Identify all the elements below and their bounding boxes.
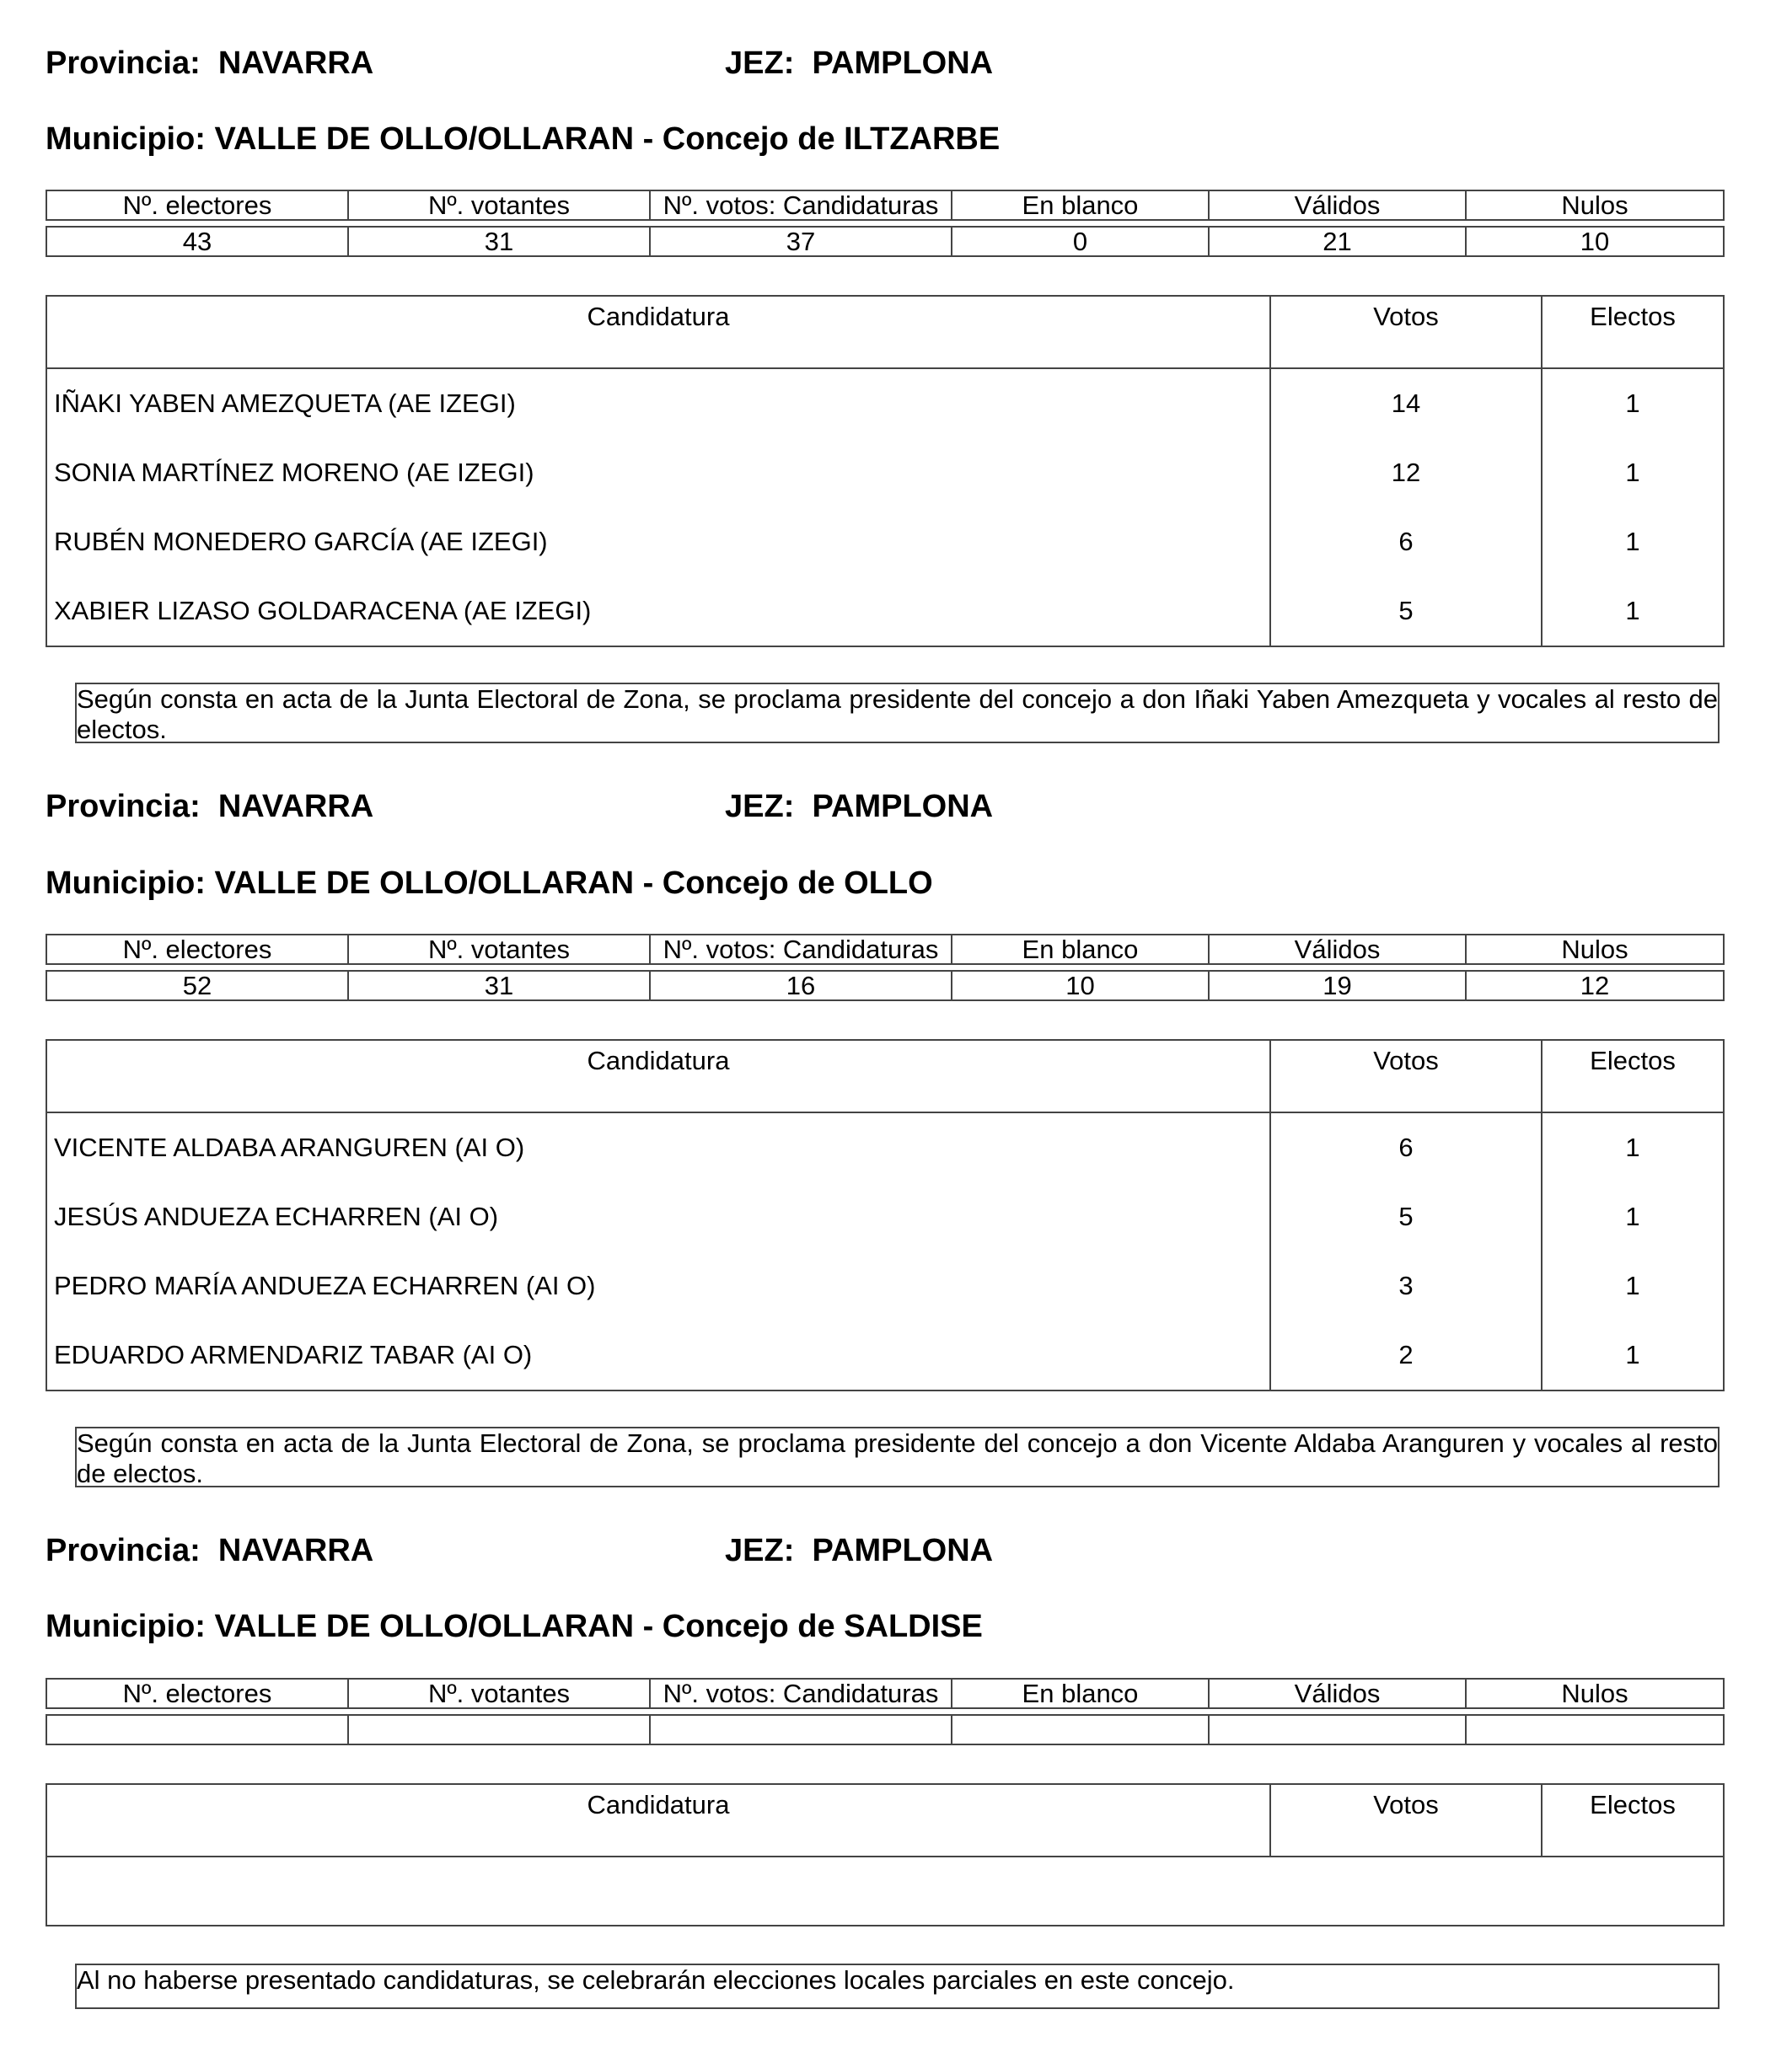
candidate-name: IÑAKI YABEN AMEZQUETA (AE IZEGI)	[46, 368, 1270, 438]
stats-header-cell: Nulos	[1466, 935, 1724, 964]
stats-value-cell: 16	[650, 971, 952, 1000]
stats-table	[46, 934, 1725, 1001]
municipio-heading	[46, 867, 933, 899]
stats-header-cell: Válidos	[1209, 190, 1466, 220]
candidate-electos: 1	[1542, 1251, 1724, 1321]
candidate-electos: 1	[1542, 1321, 1724, 1391]
stats-header-cell: Válidos	[1209, 935, 1466, 964]
row-gap	[46, 964, 1724, 971]
stats-value-cell: 37	[650, 227, 952, 256]
candidate-votos: 12	[1270, 438, 1542, 507]
proclamation-note: Al no haberse presentado candidaturas, se celebrarán elecciones locales parciales en este concejo.	[75, 1964, 1720, 2009]
municipio-heading	[46, 1610, 983, 1642]
stats-header-cell: Nº. electores	[46, 1679, 348, 1708]
jez-value: PAMPLONA	[812, 46, 994, 81]
stats-header-cell: Nº. votos: Candidaturas	[650, 935, 952, 964]
stats-value-cell: 31	[348, 227, 650, 256]
candidate-name: XABIER LIZASO GOLDARACENA (AE IZEGI)	[46, 576, 1270, 646]
stats-header-cell: Válidos	[1209, 1679, 1466, 1708]
stats-value-cell: 52	[46, 971, 348, 1000]
stats-value-cell	[46, 1715, 348, 1744]
stats-header-cell: Nº. votantes	[348, 190, 650, 220]
candidate-votos: 6	[1270, 1112, 1542, 1182]
empty-cell	[46, 1857, 1724, 1926]
proclamation-note: Según consta en acta de la Junta Electoral de Zona, se proclama presidente del concejo a don Iñaki Yaben Amezqueta y vocales al resto de electos.	[77, 684, 1718, 744]
candidatura-header: Candidatura	[46, 1784, 1270, 1857]
candidate-electos: 1	[1542, 438, 1724, 507]
candidate-row	[46, 1321, 1724, 1391]
provincia-label: Provincia:	[46, 46, 201, 81]
municipio-label: Municipio:	[46, 1609, 206, 1644]
electos-header: Electos	[1542, 1040, 1724, 1112]
candidate-row	[46, 438, 1724, 507]
stats-value-cell: 10	[952, 971, 1209, 1000]
stats-value-cell: 21	[1209, 227, 1466, 256]
candidates-table	[46, 1783, 1725, 1926]
candidate-electos: 1	[1542, 1112, 1724, 1182]
jez-heading	[725, 47, 993, 79]
jez-label: JEZ:	[725, 46, 795, 81]
provincia-value: NAVARRA	[217, 1533, 374, 1568]
stats-value-cell	[952, 1715, 1209, 1744]
jez-value: PAMPLONA	[812, 1533, 994, 1568]
stats-value-cell: 10	[1466, 227, 1724, 256]
stats-header-cell: En blanco	[952, 190, 1209, 220]
candidatura-header: Candidatura	[46, 1040, 1270, 1112]
candidate-electos: 1	[1542, 507, 1724, 576]
row-gap	[46, 1708, 1724, 1715]
municipio-value: VALLE DE OLLO/OLLARAN - Concejo de ILTZARBE	[214, 121, 1001, 157]
municipio-value: VALLE DE OLLO/OLLARAN - Concejo de SALDISE	[214, 1609, 983, 1644]
row-gap	[46, 220, 1724, 227]
candidate-row	[46, 576, 1724, 646]
municipio-heading	[46, 123, 1000, 155]
candidate-name: RUBÉN MONEDERO GARCÍA (AE IZEGI)	[46, 507, 1270, 576]
candidates-table	[46, 1039, 1725, 1391]
stats-value-cell: 12	[1466, 971, 1724, 1000]
candidate-name: JESÚS ANDUEZA ECHARREN (AI O)	[46, 1182, 1270, 1251]
provincia-heading	[46, 790, 373, 823]
stats-header-cell: En blanco	[952, 1679, 1209, 1708]
stats-header-row	[46, 935, 1724, 964]
electos-header: Electos	[1542, 1784, 1724, 1857]
candidate-row	[46, 507, 1724, 576]
provincia-label: Provincia:	[46, 1533, 201, 1568]
votos-header: Votos	[1270, 1040, 1542, 1112]
stats-value-row	[46, 227, 1724, 256]
candidate-votos: 2	[1270, 1321, 1542, 1391]
candidate-row	[46, 1182, 1724, 1251]
stats-header-cell: Nulos	[1466, 190, 1724, 220]
candidate-votos: 3	[1270, 1251, 1542, 1321]
candidate-votos: 6	[1270, 507, 1542, 576]
stats-table	[46, 1678, 1725, 1745]
candidate-name: PEDRO MARÍA ANDUEZA ECHARREN (AI O)	[46, 1251, 1270, 1321]
votos-header: Votos	[1270, 1784, 1542, 1857]
stats-value-cell: 43	[46, 227, 348, 256]
candidate-votos: 5	[1270, 1182, 1542, 1251]
stats-value-cell	[650, 1715, 952, 1744]
municipio-label: Municipio:	[46, 865, 206, 901]
stats-value-row	[46, 1715, 1724, 1744]
jez-label: JEZ:	[725, 789, 795, 824]
municipio-value: VALLE DE OLLO/OLLARAN - Concejo de OLLO	[214, 865, 933, 901]
candidate-row	[46, 368, 1724, 438]
candidate-electos: 1	[1542, 576, 1724, 646]
proclamation-note: Según consta en acta de la Junta Electoral de Zona, se proclama presidente del concejo a don Vicente Aldaba Aranguren y vocales al resto de electos.	[77, 1428, 1718, 1488]
candidate-name: EDUARDO ARMENDARIZ TABAR (AI O)	[46, 1321, 1270, 1391]
votos-header: Votos	[1270, 296, 1542, 368]
candidate-electos: 1	[1542, 1182, 1724, 1251]
municipio-label: Municipio:	[46, 121, 206, 157]
candidatura-header: Candidatura	[46, 296, 1270, 368]
candidate-votos: 5	[1270, 576, 1542, 646]
stats-header-cell: Nº. votos: Candidaturas	[650, 1679, 952, 1708]
candidates-header-row	[46, 1040, 1724, 1112]
provincia-heading	[46, 1535, 373, 1567]
candidate-name: VICENTE ALDABA ARANGUREN (AI O)	[46, 1112, 1270, 1182]
candidates-header-row	[46, 1784, 1724, 1857]
stats-value-cell: 0	[952, 227, 1209, 256]
stats-header-cell: Nº. votos: Candidaturas	[650, 190, 952, 220]
stats-value-cell	[1466, 1715, 1724, 1744]
stats-value-cell: 19	[1209, 971, 1466, 1000]
stats-header-row	[46, 1679, 1724, 1708]
jez-label: JEZ:	[725, 1533, 795, 1568]
stats-header-row	[46, 190, 1724, 220]
stats-header-cell: Nº. votantes	[348, 935, 650, 964]
candidate-name: SONIA MARTÍNEZ MORENO (AE IZEGI)	[46, 438, 1270, 507]
jez-heading	[725, 790, 993, 823]
provincia-heading	[46, 47, 373, 79]
stats-value-cell	[348, 1715, 650, 1744]
stats-header-cell: Nº. electores	[46, 935, 348, 964]
jez-value: PAMPLONA	[812, 789, 994, 824]
candidates-table	[46, 295, 1725, 647]
stats-header-cell: Nº. electores	[46, 190, 348, 220]
candidate-row	[46, 1251, 1724, 1321]
stats-header-cell: En blanco	[952, 935, 1209, 964]
stats-header-cell: Nº. votantes	[348, 1679, 650, 1708]
candidates-header-row	[46, 296, 1724, 368]
candidate-votos: 14	[1270, 368, 1542, 438]
electos-header: Electos	[1542, 296, 1724, 368]
candidate-row	[46, 1112, 1724, 1182]
candidate-electos: 1	[1542, 368, 1724, 438]
stats-table	[46, 190, 1725, 257]
stats-value-cell: 31	[348, 971, 650, 1000]
provincia-label: Provincia:	[46, 789, 201, 824]
stats-value-cell	[1209, 1715, 1466, 1744]
empty-candidates-row	[46, 1857, 1724, 1926]
provincia-value: NAVARRA	[217, 789, 374, 824]
stats-value-row	[46, 971, 1724, 1000]
provincia-value: NAVARRA	[217, 46, 374, 81]
stats-header-cell: Nulos	[1466, 1679, 1724, 1708]
jez-heading	[725, 1535, 993, 1567]
